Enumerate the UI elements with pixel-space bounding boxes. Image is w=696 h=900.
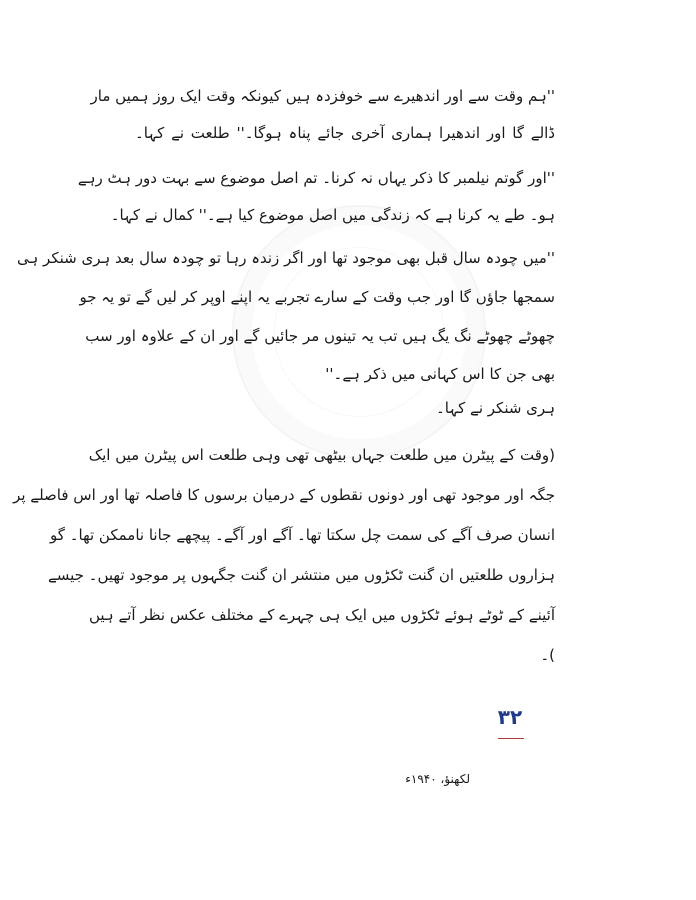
text-line: انسان صرف آگے کی سمت چل سکتا تھا۔ آگے اور آگے۔ پیچھے جانا ناممکن تھا۔ گو bbox=[50, 526, 555, 544]
page-number-underline bbox=[498, 738, 524, 739]
text-line: ''ہم وقت سے اور اندھیرے سے خوفزدہ ہیں کیونکہ وقت ایک روز ہمیں مار bbox=[90, 87, 555, 105]
text-line: آئینے کے ٹوٹے ہوئے ٹکڑوں میں ایک ہی چہرے کے مختلف عکس نظر آتے ہیں bbox=[88, 606, 555, 624]
place-date-note: لکھنؤ، ۱۹۴۰ء bbox=[405, 772, 470, 786]
text-line: چھوٹے چھوٹے نگ یگ ہیں تب یہ تینوں مر جائیں گے اور ان کے علاوہ اور سب bbox=[85, 327, 555, 345]
text-line: ''اور گوتم نیلمبر کا ذکر یہاں نہ کرنا۔ تم اصل موضوع سے بہت دور ہٹ رہے bbox=[77, 169, 555, 187]
text-line: ہو۔ طے یہ کرنا ہے کہ زندگی میں اصل موضوع کیا ہے۔'' کمال نے کہا۔ bbox=[110, 206, 555, 224]
text-line: (وقت کے پیٹرن میں طلعت جہاں بیٹھی تھی وہی طلعت اس پیٹرن میں ایک bbox=[88, 446, 555, 464]
text-line: )۔ bbox=[540, 646, 555, 664]
text-line: بھی جن کا اس کہانی میں ذکر ہے۔'' bbox=[325, 365, 555, 383]
text-line: جگہ اور موجود تھی اور دونوں نقطوں کے درمیان برسوں کا فاصلہ تھا اور اس فاصلے پر bbox=[13, 486, 555, 504]
text-line: ''میں چودہ سال قبل بھی موجود تھا اور اگر زندہ رہا تو چودہ سال بعد ہری شنکر ہی bbox=[16, 249, 555, 267]
text-line: ڈالے گا اور اندھیرا ہماری آخری جائے پناہ ہوگا۔'' طلعت نے کہا۔ bbox=[135, 124, 555, 142]
page-number: ۳۲ bbox=[497, 705, 523, 729]
text-line: ہری شنکر نے کہا۔ bbox=[435, 399, 555, 417]
text-line: ہزاروں طلعتیں ان گنت ٹکڑوں میں منتشر ان گنت جگہوں پر موجود تھیں۔ جیسے bbox=[47, 566, 555, 584]
text-line: سمجھا جاؤں گا اور جب وقت کے سارے تجربے یہ اپنے اوپر کر لیں گے تو یہ جو bbox=[79, 288, 555, 306]
